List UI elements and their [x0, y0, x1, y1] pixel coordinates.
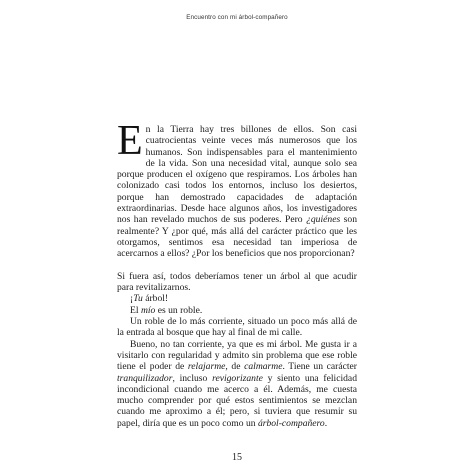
emphasis: relajarme: [187, 361, 226, 373]
text-run: ¡: [130, 293, 134, 305]
text-run: son realmente? Y ¿por qué, más allá del carácter práctico que les otorgamos, sentimos esa necesidad tan imperiosa de acercarnos a ellos? ¿Por los beneficios que nos proporcionan?: [117, 214, 358, 260]
text-run: , incluso: [172, 372, 213, 384]
text-run: árbol!: [142, 293, 169, 305]
text-run: n la Tierra hay tres billones de ellos. Son casi cuatrocientas veinte veces más numerosos que los humanos. Son indispensables para el mantenimiento de la vida. Son una necesidad vital, aunque solo sea porque producen el oxígeno que respiramos. Los árboles han colonizado casi todos los entornos, incluso los desiertos, porque han demostrado capacidades de adaptación extraordinarias. Desde hace algunos años, los investigadores nos han revelado muchos de sus poderes. Pero: [117, 124, 357, 226]
emphasis: Tu: [133, 293, 143, 305]
paragraph-1: [117, 118, 358, 260]
emphasis: árbol-compañero: [257, 417, 325, 429]
text-run: es un roble.: [155, 304, 203, 316]
running-head: Encuentro con mi árbol-compañero: [186, 14, 288, 21]
dialogue-line-1: [117, 293, 357, 304]
text-run: . Tiene un carácter: [282, 361, 357, 373]
drop-cap: E: [117, 118, 143, 164]
text-run: Bueno, no tan corriente, ya que es mi árbol. Me gusta ir a visitarlo con regularidad y admito sin problema que ese roble tiene el poder de: [117, 338, 357, 373]
emphasis: ¿quiénes: [306, 214, 341, 226]
text-run: .: [324, 417, 328, 429]
paragraph-4: [117, 339, 357, 429]
paragraph-3: Un roble de lo más corriente, situado un poco más allá de la entrada al bosque que hay al final de mi calle.: [117, 316, 357, 339]
paragraph-2: Si fuera así, todos deberíamos tener un árbol al que acudir para revitalizarnos.: [117, 270, 357, 294]
body-text: [117, 118, 358, 429]
emphasis: tranquilizador: [117, 372, 173, 384]
paragraph-gap: [117, 260, 357, 271]
page-number: 15: [232, 452, 242, 463]
text-run: El: [130, 304, 141, 316]
emphasis: calmarme: [244, 361, 283, 373]
text-run: , de: [225, 361, 245, 373]
emphasis: revigorizante: [212, 372, 263, 384]
text-run: y siento una felicidad incondicional cuando me acerco a él. Además, me cuesta mucho comprender por qué estos sentimientos se mezclan cuando me aproximo a él; pero, si tuviera que resumir su papel, diría que es un poco como un: [117, 372, 357, 429]
emphasis: mío: [140, 304, 156, 316]
dialogue-line-2: [117, 305, 357, 316]
